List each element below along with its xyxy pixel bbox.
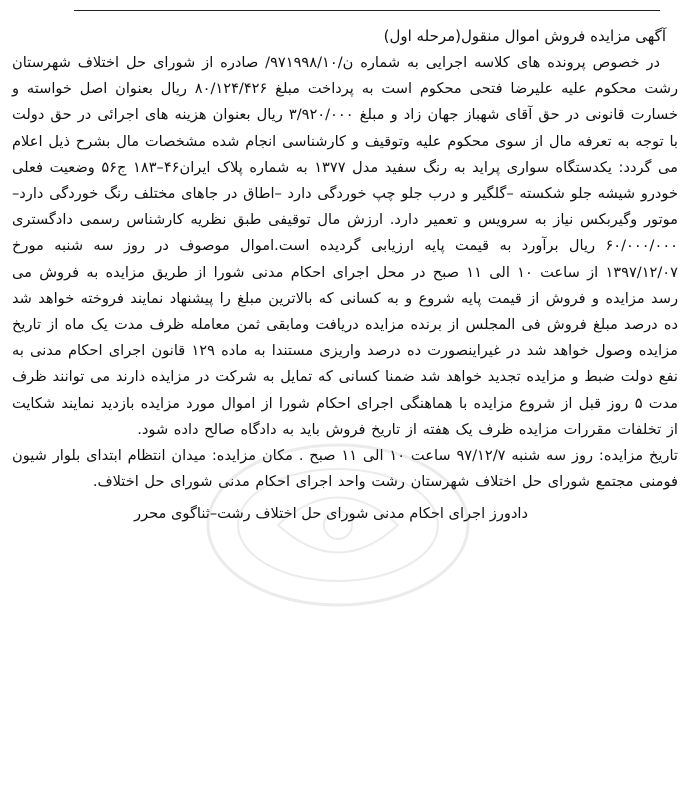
notice-body [12, 50, 678, 495]
notice-paragraph-date-location: تاریخ مزایده: روز سه شنبه ۹۷/۱۲/۷ ساعت ۱۰ الی ۱۱ صبح . مکان مزایده: میدان انتظام ابتدای بلوار شیون فومنی مجتمع شورای حل اختلاف شهرستان رشت واحد اجرای احکام مدنی شورای حل اختلاف. [12, 447, 678, 491]
top-divider [74, 10, 660, 11]
auction-notice [12, 22, 678, 527]
notice-title: آگهی مزایده فروش اموال منقول(مرحله اول) [383, 27, 666, 45]
notice-signature: دادورز اجرای احکام مدنی شورای حل اختلاف رشت–ثناگوی محرر [134, 505, 528, 523]
notice-paragraph-main: در خصوص پرونده های کلاسه اجرایی به شماره ن/۹۷۱۹۹۸/۱۰/ صادره از شورای حل اختلاف شهرستان رشت محکوم علیه علیرضا فتحی محکوم است به پرداخت مبلغ ۸۰/۱۲۴/۴۲۶ ریال بعنوان اصل خواسته و خسارت قانونی در حق آقای شهباز جهان زاد و مبلغ ۳/۹۲۰/۰۰۰ ریال بعنوان هزینه های اجرائی در حق دولت با توجه به تعرفه مال از سوی محکوم علیه وتوقیف و کارشناسی انجام شده مشخصات مال بشرح ذیل اعلام می گردد: یکدستگاه سواری پراید به رنگ سفید مدل ۱۳۷۷ به شماره پلاک ایران۴۶–۱۸۳ ج۵۶ وضعیت فعلی خودرو شیشه جلو شکسته –گلگیر و درب جلو چپ خوردگی دارد –اطاق در جاهای مختلف رنگ خوردگی دارد–موتور وگیربکس نیاز به سرویس و تعمیر دارد. ارزش مال توقیفی طبق نظریه کارشناس رسمی دادگستری ۶۰/۰۰۰/۰۰۰ ریال برآورد به قیمت پایه ارزیابی گردیده است.اموال موصوف در روز سه شنبه مورخ ۱۳۹۷/۱۲/۰۷ از ساعت ۱۰ الی ۱۱ صبح در محل اجرای احکام مدنی شورا از طریق مزایده به فروش می رسد مزایده و فروش از قیمت پایه شروع و به کسانی که بالاترین مبلغ را پیشنهاد نمایند فروخته خواهد شد ده درصد مبلغ فروش فی المجلس از برنده مزایده دریافت ومابقی ثمن معامله ظرف مدت یک ماه از تاریخ مزایده وصول خواهد شد در غیراینصورت ده درصد واریزی مستندا به ماده ۱۲۹ قانون اجرای احکام مدنی به نفع دولت ضبط و مزایده تجدید خواهد شد ضمنا کسانی که تمایل به شرکت در مزایده دارند می توانند ظرف مدت ۵ روز قبل از شروع مزایده با هماهنگی اجرای احکام شورا از اموال مورد مزایده بازدید نمایند شکایت از تخلفات مقررات مزایده ظرف یک هفته از تاریخ فروش باید به دادگاه صالح داده شود. [12, 54, 679, 438]
